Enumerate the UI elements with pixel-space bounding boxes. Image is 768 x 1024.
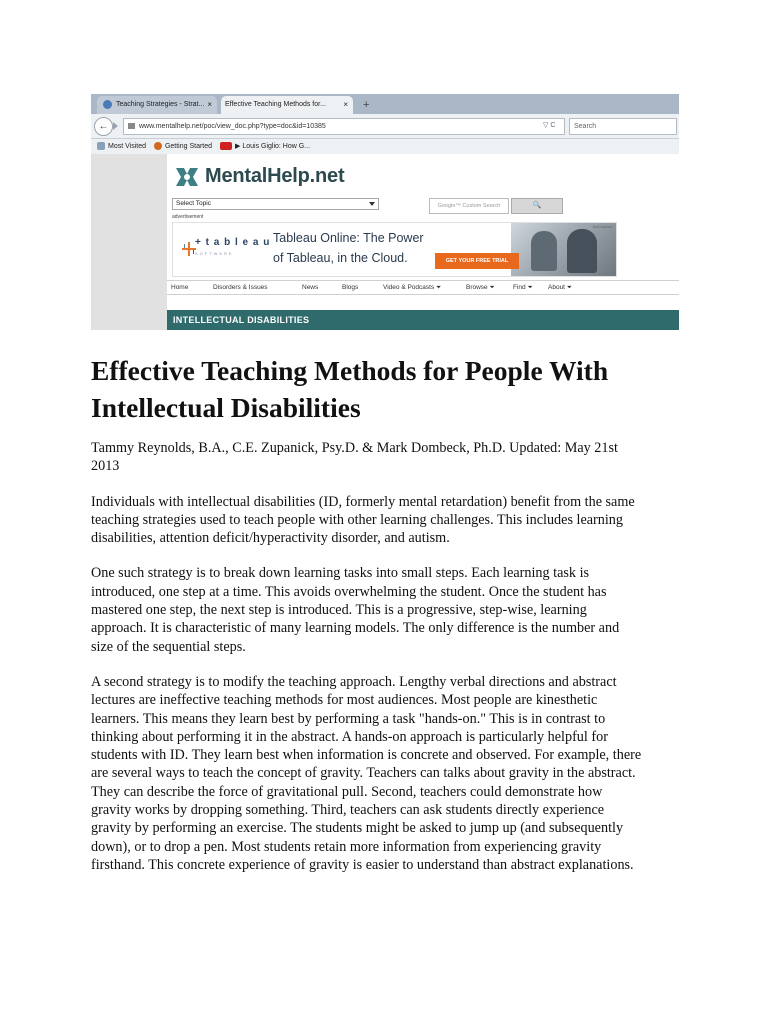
address-bar[interactable]	[123, 118, 565, 135]
menu-item-home[interactable]: Home	[171, 284, 189, 291]
web-page	[91, 154, 679, 330]
text-line: introduced, one step at a time. This avoids overwhelming the student. Once the student has	[91, 583, 607, 600]
text-line: gravity by performing an exercise. The students might be asked to jump up (and subsequently	[91, 820, 624, 837]
bookmark-icon	[97, 142, 105, 150]
forward-arrow-icon[interactable]	[113, 122, 118, 130]
embedded-browser-screenshot	[91, 94, 679, 330]
menu-item-about[interactable]: About ⏷	[548, 284, 572, 291]
text-line: down), or to drop a pen. Most students retain more information from experiencing gravity	[91, 838, 602, 855]
menu-item-video-podcasts[interactable]: Video & Podcasts ⏷	[383, 284, 442, 291]
reload-icon[interactable]: ▽ C	[543, 122, 556, 129]
menu-item-find[interactable]: Find ⏷	[513, 284, 533, 291]
site-brand: MentalHelp.net	[205, 165, 345, 187]
ad-logo-text: + t a b l e a u	[195, 237, 271, 248]
tab-close-icon[interactable]: ×	[343, 100, 348, 109]
document-body	[91, 352, 691, 874]
text-line: are several ways to teach the concept of gravity. Teachers can talks about gravity in the abstract.	[91, 765, 636, 782]
paragraph-3	[91, 673, 691, 874]
document-title	[91, 352, 691, 426]
tableau-ad-banner[interactable]	[172, 222, 617, 277]
site-search-input[interactable]: Google™ Custom Search	[429, 198, 509, 214]
advertisement-label: advertisement	[172, 214, 204, 220]
tab-label: Teaching Strategies - Strat...	[116, 101, 205, 108]
select-topic-value: Select Topic	[176, 200, 211, 207]
page-icon	[128, 123, 135, 129]
text-line: A second strategy is to modify the teaching approach. Lengthy verbal directions and abstract	[91, 673, 617, 690]
tab-label: Effective Teaching Methods for...	[225, 101, 326, 108]
bookmarks-bar	[91, 139, 679, 154]
browser-tab-bar	[91, 94, 679, 114]
text-line: thinking about performing it in the abstract. A hands-on approach is particularly helpful for	[91, 728, 608, 745]
text-line: size of the sequential steps.	[91, 638, 246, 655]
back-arrow-icon[interactable]: ←	[94, 117, 113, 136]
text-line: firsthand. This concrete experience of gravity is easier to understand than abstract explanations.	[91, 856, 634, 873]
bookmark-getting-started[interactable]: Getting Started	[154, 139, 212, 154]
ad-photo	[511, 223, 616, 276]
text-line: They can describe the force of gravitational pull. Second, teachers could demonstrate how	[91, 783, 603, 800]
menu-item-news[interactable]: News	[302, 284, 319, 291]
byline-line: 2013	[91, 458, 120, 475]
title-line: Intellectual Disabilities	[91, 392, 361, 423]
text-line: approach. It is characteristic of many learning models. The only difference is the number and	[91, 620, 620, 637]
browser-tab-active[interactable]	[221, 96, 353, 114]
new-tab-button[interactable]: +	[363, 99, 370, 111]
title-line: Effective Teaching Methods for People With	[91, 355, 609, 386]
byline-line: Tammy Reynolds, B.A., C.E. Zupanick, Psy.D. & Mark Dombeck, Ph.D. Updated: May 21st	[91, 440, 618, 456]
page-content	[167, 154, 679, 330]
favicon-icon	[103, 100, 112, 109]
url-text: www.mentalhelp.net/poc/view_doc.php?type=doc&id=10385	[139, 123, 326, 130]
ad-headline-line2: of Tableau, in the Cloud.	[273, 251, 408, 265]
ad-logo-subtext: SOFTWARE	[195, 251, 234, 256]
paragraph-2	[91, 564, 691, 655]
firefox-icon	[154, 142, 162, 150]
text-line: One such strategy is to break down learning tasks into small steps. Each learning task is	[91, 565, 590, 582]
adchoices-label[interactable]: AdChoices	[592, 224, 612, 229]
author-byline	[91, 439, 691, 476]
ad-headline-line1: Tableau Online: The Power	[273, 231, 424, 245]
text-line: learners. This means they learn best by performing a task "hands-on." This is in contrast to	[91, 710, 606, 727]
select-topic-dropdown[interactable]	[172, 198, 379, 210]
menu-item-browse[interactable]: Browse ⏷	[466, 284, 495, 291]
text-line: Individuals with intellectual disabilities (ID, formerly mental retardation) benefit from the same	[91, 493, 635, 510]
site-search-button[interactable]: 🔍	[511, 198, 563, 214]
bookmark-most-visited[interactable]: Most Visited	[97, 139, 146, 154]
site-nav-menu	[167, 280, 679, 295]
ad-cta-button[interactable]: GET YOUR FREE TRIAL	[435, 253, 519, 269]
page-margin	[91, 154, 167, 330]
browser-tab[interactable]	[97, 96, 217, 114]
section-banner: INTELLECTUAL DISABILITIES	[167, 310, 679, 330]
text-line: lectures are ineffective teaching methods for most audiences. Most people are kinesthetic	[91, 692, 598, 709]
text-line: mastered one step, the next step is introduced. This is a progressive, step-wise, learning	[91, 602, 587, 619]
browser-nav-bar	[91, 114, 679, 139]
text-line: gravity works by dropping something. Third, teachers can ask students directly experience	[91, 802, 605, 819]
chevron-down-icon	[369, 202, 375, 206]
browser-search-input[interactable]	[569, 118, 677, 135]
search-placeholder: Search	[574, 123, 597, 130]
menu-item-blogs[interactable]: Blogs	[342, 284, 359, 291]
puzzle-logo-icon	[172, 164, 202, 190]
paragraph-1	[91, 493, 691, 548]
tab-close-icon[interactable]: ×	[207, 100, 212, 109]
bookmark-louis-giglio[interactable]: ▶ Louis Giglio: How G...	[220, 139, 310, 154]
text-line: students with ID. They learn best when information is concrete and observed. For example, there	[91, 747, 642, 764]
text-line: disabilities, attention deficit/hyperactivity disorder, and autism.	[91, 530, 450, 547]
youtube-icon	[220, 142, 232, 150]
menu-item-disorders[interactable]: Disorders & Issues	[213, 284, 268, 291]
text-line: teaching strategies used to teach people with other learning challenges. This includes learning	[91, 511, 623, 528]
